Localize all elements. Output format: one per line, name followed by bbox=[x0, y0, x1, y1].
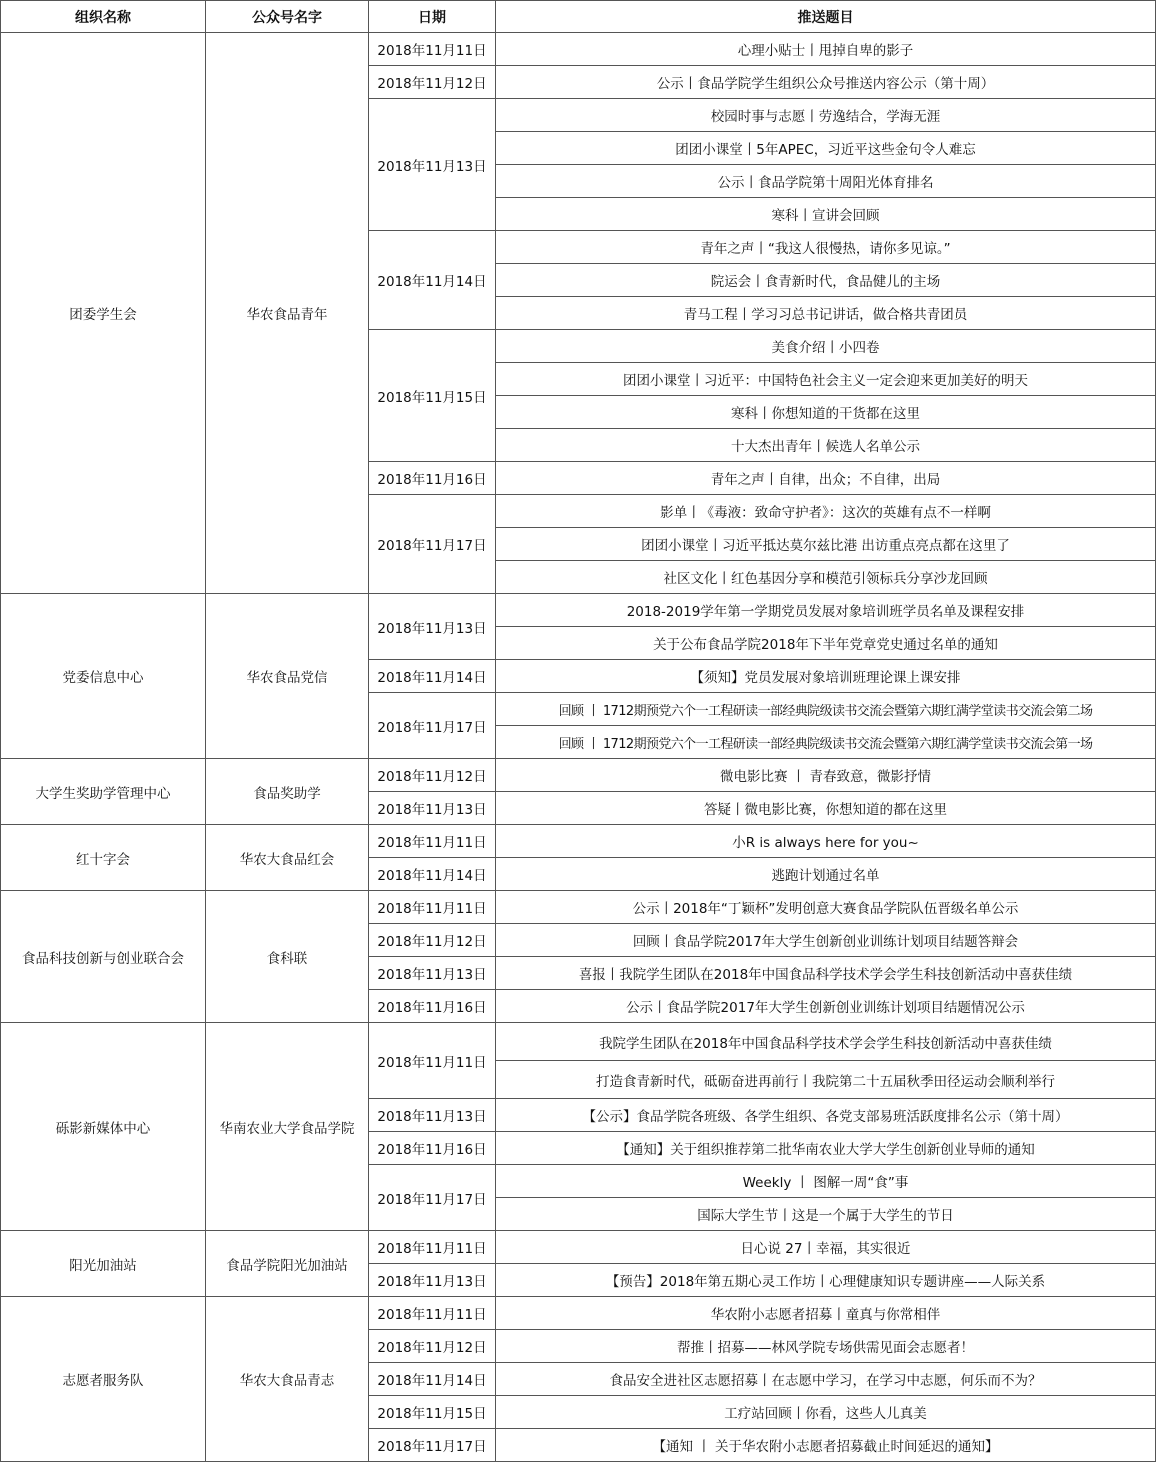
push-title-cell: 寒科丨你想知道的干货都在这里 bbox=[496, 396, 1156, 429]
push-title-cell: 关于公布食品学院2018年下半年党章党史通过名单的通知 bbox=[496, 627, 1156, 660]
date-cell: 2018年11月11日 bbox=[369, 1231, 496, 1264]
push-title-cell: 公示丨食品学院学生组织公众号推送内容公示（第十周） bbox=[496, 66, 1156, 99]
date-cell: 2018年11月13日 bbox=[369, 1099, 496, 1132]
org-name-cell: 阳光加油站 bbox=[1, 1231, 206, 1297]
push-title-cell: 团团小课堂丨习近平抵达莫尔兹比港 出访重点亮点都在这里了 bbox=[496, 528, 1156, 561]
org-name-cell: 大学生奖助学管理中心 bbox=[1, 759, 206, 825]
date-cell: 2018年11月15日 bbox=[369, 330, 496, 462]
push-title-cell: Weekly 丨 图解一周“食”事 bbox=[496, 1165, 1156, 1198]
org-name-cell: 团委学生会 bbox=[1, 33, 206, 594]
date-cell: 2018年11月17日 bbox=[369, 1165, 496, 1231]
date-cell: 2018年11月14日 bbox=[369, 231, 496, 330]
push-title-cell: 青马工程丨学习习总书记讲话，做合格共青团员 bbox=[496, 297, 1156, 330]
push-title-cell: 影单丨《毒液：致命守护者》：这次的英雄有点不一样啊 bbox=[496, 495, 1156, 528]
account-name-cell: 食科联 bbox=[206, 891, 369, 1023]
push-title-cell: 我院学生团队在2018年中国食品科学技术学会学生科技创新活动中喜获佳绩 bbox=[496, 1023, 1156, 1061]
date-cell: 2018年11月11日 bbox=[369, 891, 496, 924]
date-cell: 2018年11月16日 bbox=[369, 990, 496, 1023]
push-title-cell: 公示丨食品学院第十周阳光体育排名 bbox=[496, 165, 1156, 198]
table-row bbox=[1, 759, 1156, 792]
date-cell: 2018年11月17日 bbox=[369, 693, 496, 759]
push-title-cell: 青年之声丨“我这人很慢热，请你多见谅。” bbox=[496, 231, 1156, 264]
push-title-cell: 喜报丨我院学生团队在2018年中国食品科学技术学会学生科技创新活动中喜获佳绩 bbox=[496, 957, 1156, 990]
table-row bbox=[1, 1297, 1156, 1330]
push-title-cell: 校园时事与志愿丨劳逸结合，学海无涯 bbox=[496, 99, 1156, 132]
date-cell: 2018年11月16日 bbox=[369, 1132, 496, 1165]
push-title-cell: 回顾丨食品学院2017年大学生创新创业训练计划项目结题答辩会 bbox=[496, 924, 1156, 957]
push-title-cell: 【通知】关于组织推荐第二批华南农业大学大学生创新创业导师的通知 bbox=[496, 1132, 1156, 1165]
org-name-cell: 红十字会 bbox=[1, 825, 206, 891]
push-title-cell: 美食介绍丨小四卷 bbox=[496, 330, 1156, 363]
account-name-cell: 食品学院阳光加油站 bbox=[206, 1231, 369, 1297]
account-name-cell: 华南农业大学食品学院 bbox=[206, 1023, 369, 1231]
account-name-cell: 华农大食品青志 bbox=[206, 1297, 369, 1462]
push-title-cell: 国际大学生节丨这是一个属于大学生的节日 bbox=[496, 1198, 1156, 1231]
push-title-cell: 逃跑计划通过名单 bbox=[496, 858, 1156, 891]
table-row bbox=[1, 1023, 1156, 1061]
push-title-cell: 【通知 丨 关于华农附小志愿者招募截止时间延迟的通知】 bbox=[496, 1429, 1156, 1462]
date-cell: 2018年11月16日 bbox=[369, 462, 496, 495]
date-cell: 2018年11月11日 bbox=[369, 825, 496, 858]
table-row bbox=[1, 825, 1156, 858]
table-row bbox=[1, 891, 1156, 924]
account-name-cell: 食品奖助学 bbox=[206, 759, 369, 825]
date-cell: 2018年11月14日 bbox=[369, 858, 496, 891]
date-cell: 2018年11月12日 bbox=[369, 66, 496, 99]
date-cell: 2018年11月13日 bbox=[369, 594, 496, 660]
table-row bbox=[1, 1231, 1156, 1264]
org-name-cell: 志愿者服务队 bbox=[1, 1297, 206, 1462]
push-title-cell: 十大杰出青年丨候选人名单公示 bbox=[496, 429, 1156, 462]
date-cell: 2018年11月13日 bbox=[369, 99, 496, 231]
push-title-cell: 2018-2019学年第一学期党员发展对象培训班学员名单及课程安排 bbox=[496, 594, 1156, 627]
push-title-cell: 回顾 丨 1712期预党六个一工程研读一部经典院级读书交流会暨第六期红满学堂读书交流会第一场 bbox=[496, 726, 1156, 759]
push-title-cell: 团团小课堂丨习近平：中国特色社会主义一定会迎来更加美好的明天 bbox=[496, 363, 1156, 396]
push-title-cell: 回顾 丨 1712期预党六个一工程研读一部经典院级读书交流会暨第六期红满学堂读书交流会第二场 bbox=[496, 693, 1156, 726]
date-cell: 2018年11月15日 bbox=[369, 1396, 496, 1429]
date-cell: 2018年11月13日 bbox=[369, 957, 496, 990]
header-title: 推送题目 bbox=[496, 1, 1156, 33]
push-title-cell: 食品安全进社区志愿招募丨在志愿中学习，在学习中志愿，何乐而不为？ bbox=[496, 1363, 1156, 1396]
table-row bbox=[1, 33, 1156, 66]
account-name-cell: 华农食品青年 bbox=[206, 33, 369, 594]
push-title-cell: 团团小课堂丨5年APEC，习近平这些金句令人难忘 bbox=[496, 132, 1156, 165]
account-name-cell: 华农食品党信 bbox=[206, 594, 369, 759]
header-org: 组织名称 bbox=[1, 1, 206, 33]
push-title-cell: 社区文化丨红色基因分享和模范引领标兵分享沙龙回顾 bbox=[496, 561, 1156, 594]
date-cell: 2018年11月13日 bbox=[369, 1264, 496, 1297]
date-cell: 2018年11月11日 bbox=[369, 1023, 496, 1099]
push-title-cell: 公示丨食品学院2017年大学生创新创业训练计划项目结题情况公示 bbox=[496, 990, 1156, 1023]
org-name-cell: 党委信息中心 bbox=[1, 594, 206, 759]
date-cell: 2018年11月17日 bbox=[369, 495, 496, 594]
date-cell: 2018年11月17日 bbox=[369, 1429, 496, 1462]
date-cell: 2018年11月12日 bbox=[369, 1330, 496, 1363]
push-title-cell: 答疑丨微电影比赛，你想知道的都在这里 bbox=[496, 792, 1156, 825]
account-name-cell: 华农大食品红会 bbox=[206, 825, 369, 891]
push-title-cell: 青年之声丨自律，出众；不自律，出局 bbox=[496, 462, 1156, 495]
header-row bbox=[1, 1, 1156, 33]
header-account: 公众号名字 bbox=[206, 1, 369, 33]
push-title-cell: 微电影比赛 丨 青春致意，微影抒情 bbox=[496, 759, 1156, 792]
org-name-cell: 食品科技创新与创业联合会 bbox=[1, 891, 206, 1023]
date-cell: 2018年11月11日 bbox=[369, 1297, 496, 1330]
push-title-cell: 院运会丨食青新时代，食品健儿的主场 bbox=[496, 264, 1156, 297]
push-title-cell: 公示丨2018年“丁颖杯”发明创意大赛食品学院队伍晋级名单公示 bbox=[496, 891, 1156, 924]
table-row bbox=[1, 594, 1156, 627]
date-cell: 2018年11月11日 bbox=[369, 33, 496, 66]
date-cell: 2018年11月13日 bbox=[369, 792, 496, 825]
push-title-cell: 心理小贴士丨甩掉自卑的影子 bbox=[496, 33, 1156, 66]
date-cell: 2018年11月12日 bbox=[369, 759, 496, 792]
table-body bbox=[1, 33, 1156, 1462]
org-name-cell: 砾影新媒体中心 bbox=[1, 1023, 206, 1231]
push-title-cell: 帮推丨招募——林风学院专场供需见面会志愿者！ bbox=[496, 1330, 1156, 1363]
push-title-cell: 日心说 27丨幸福，其实很近 bbox=[496, 1231, 1156, 1264]
push-title-cell: 小R is always here for you~ bbox=[496, 825, 1156, 858]
push-title-cell: 【须知】党员发展对象培训班理论课上课安排 bbox=[496, 660, 1156, 693]
push-title-cell: 华农附小志愿者招募丨童真与你常相伴 bbox=[496, 1297, 1156, 1330]
header-date: 日期 bbox=[369, 1, 496, 33]
push-title-cell: 寒科丨宣讲会回顾 bbox=[496, 198, 1156, 231]
push-title-cell: 工疗站回顾丨你看，这些人儿真美 bbox=[496, 1396, 1156, 1429]
date-cell: 2018年11月14日 bbox=[369, 1363, 496, 1396]
push-title-cell: 【公示】食品学院各班级、各学生组织、各党支部易班活跃度排名公示（第十周） bbox=[496, 1099, 1156, 1132]
push-title-cell: 【预告】2018年第五期心灵工作坊丨心理健康知识专题讲座——人际关系 bbox=[496, 1264, 1156, 1297]
push-title-cell: 打造食青新时代，砥砺奋进再前行丨我院第二十五届秋季田径运动会顺利举行 bbox=[496, 1061, 1156, 1099]
date-cell: 2018年11月14日 bbox=[369, 660, 496, 693]
date-cell: 2018年11月12日 bbox=[369, 924, 496, 957]
